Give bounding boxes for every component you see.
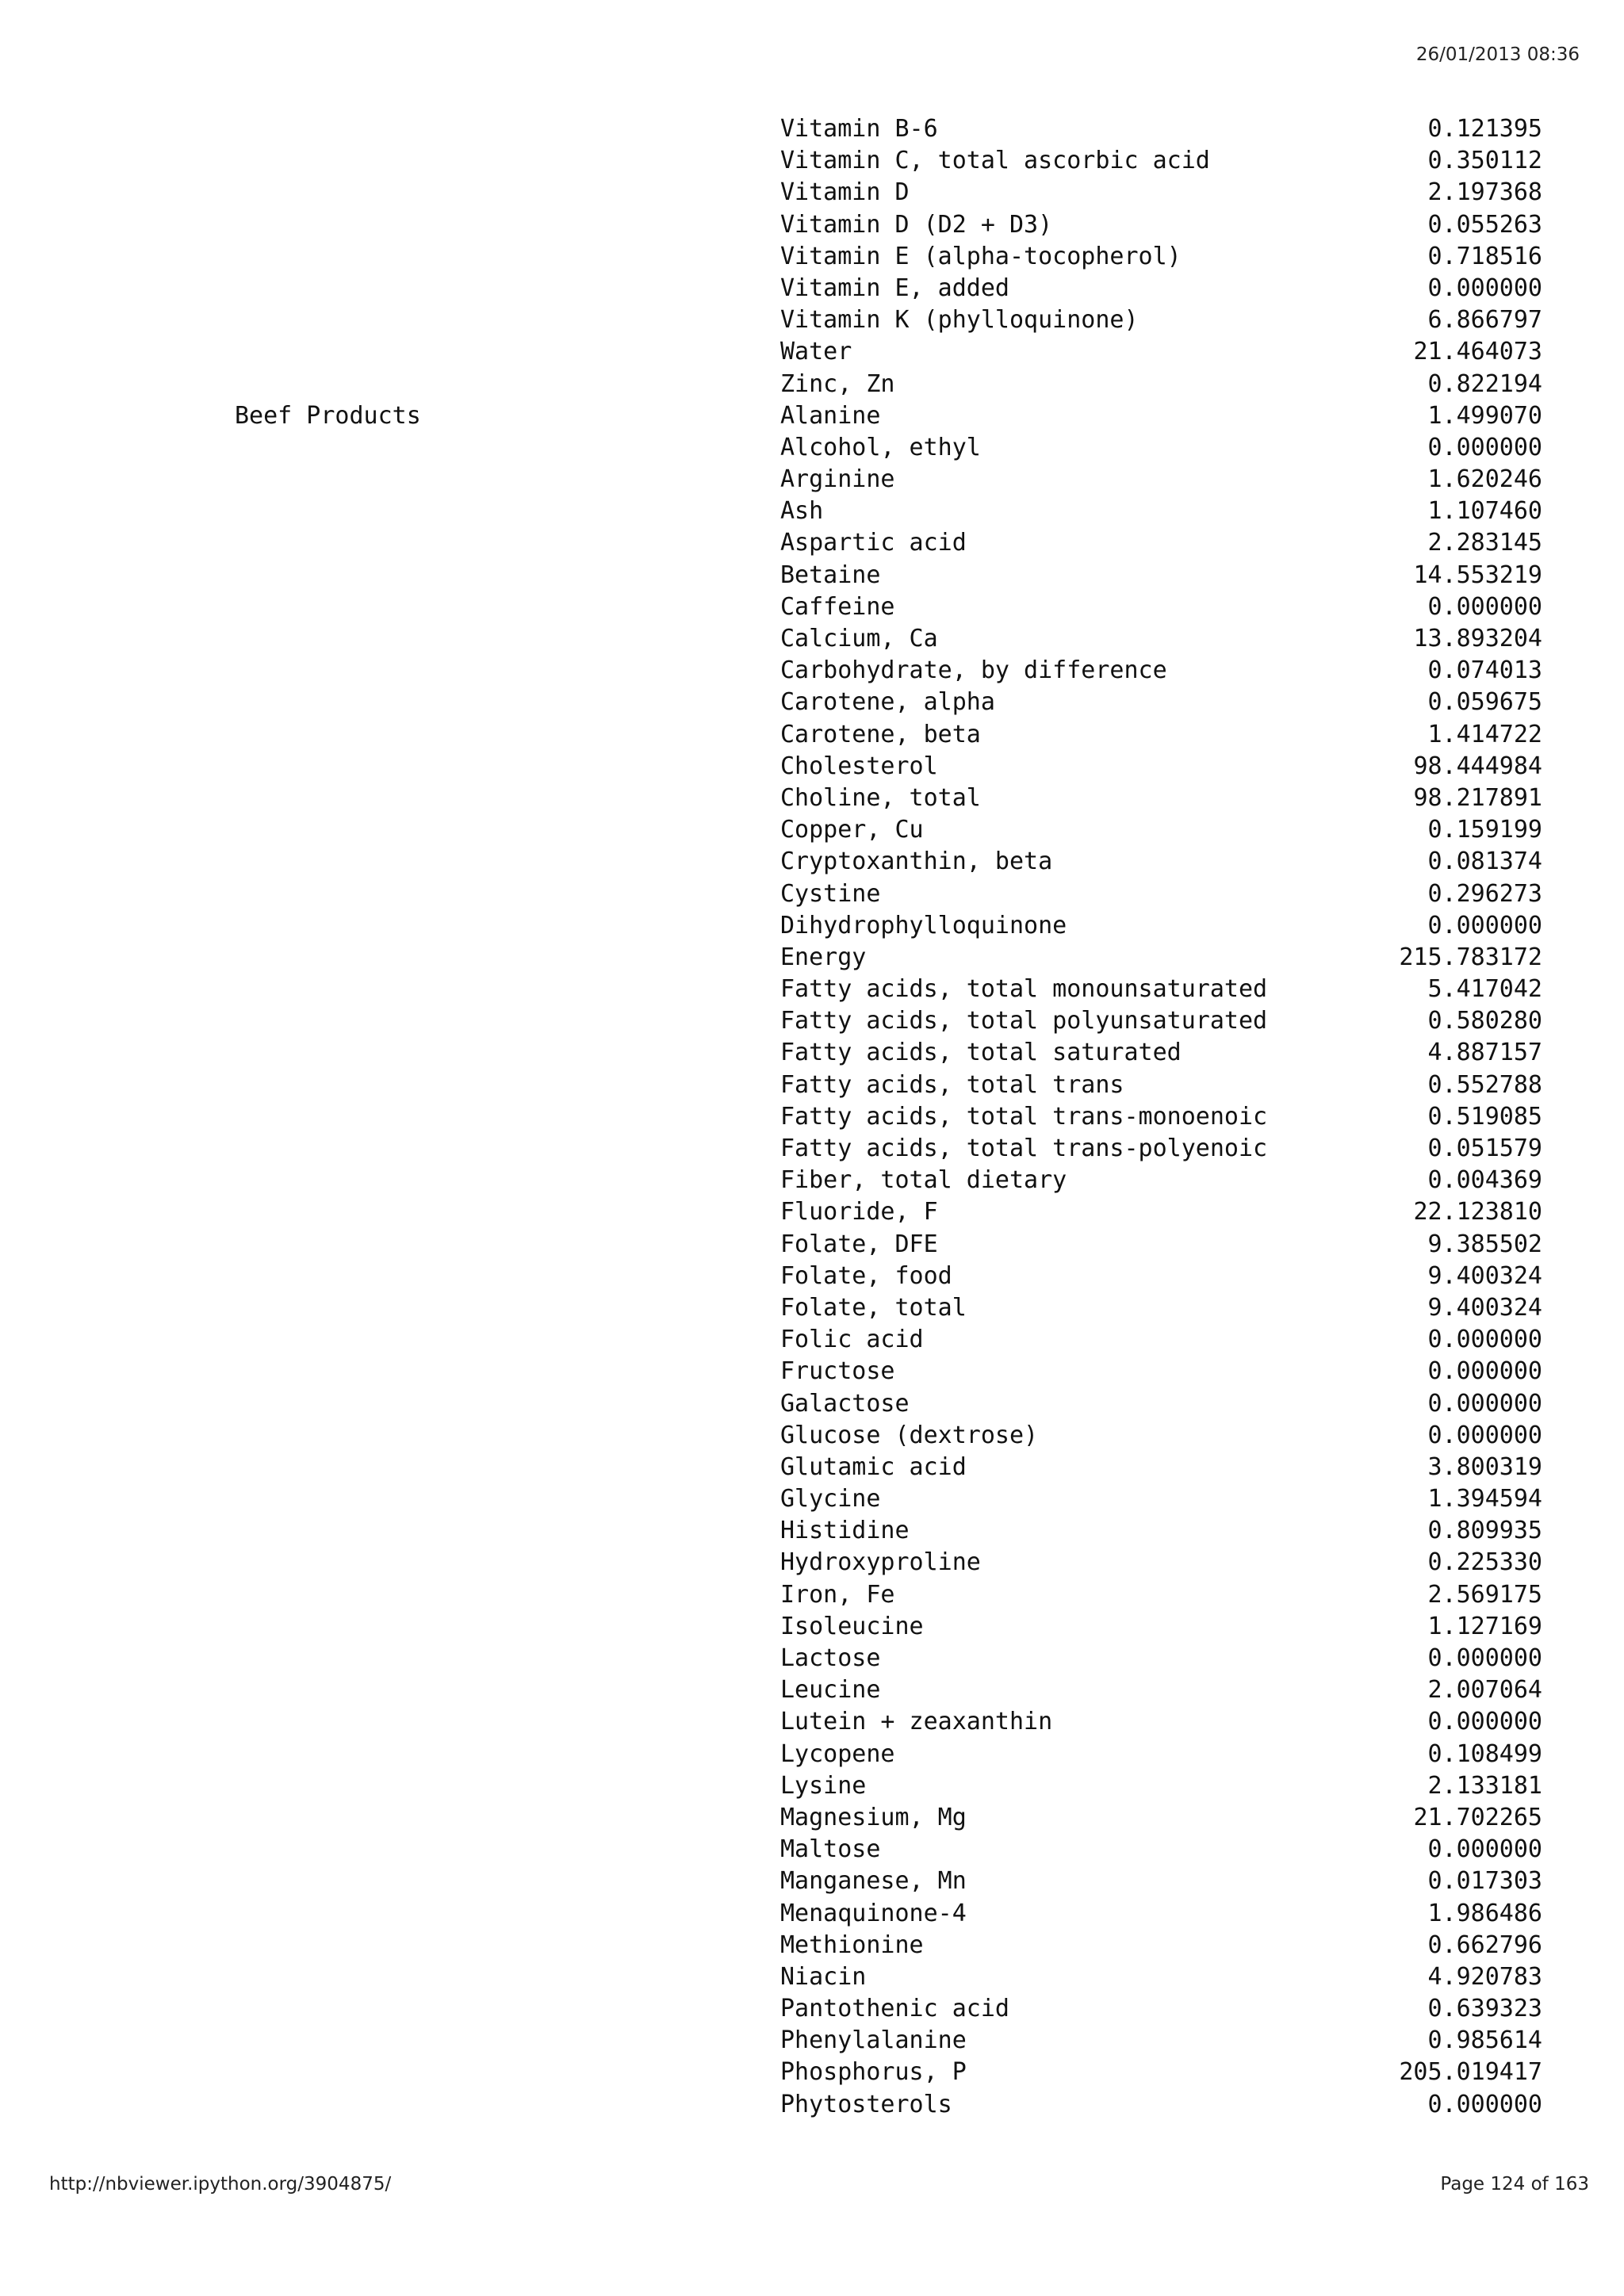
nutrient-value-cell: 13.893204 — [1413, 625, 1542, 652]
nutrient-value-cell: 0.059675 — [1427, 688, 1542, 717]
table-row — [0, 1611, 1624, 1643]
table-row — [0, 400, 1624, 432]
nutrient-name-cell: Energy — [780, 943, 867, 971]
table-row — [0, 1005, 1624, 1037]
nutrient-name-cell: Lycopene — [780, 1739, 895, 1768]
nutrient-value-cell: 6.866797 — [1427, 306, 1542, 335]
table-row — [0, 2025, 1624, 2057]
nutrient-name-cell: Ash — [780, 497, 824, 526]
nutrient-value-cell: 22.123810 — [1413, 1198, 1542, 1226]
nutrient-name-cell: Phytosterols — [780, 2090, 952, 2118]
table-row — [0, 1898, 1624, 1930]
nutrient-name-cell: Cryptoxanthin, beta — [780, 848, 1053, 876]
nutrient-value-cell: 0.000000 — [1427, 1389, 1542, 1418]
table-row — [0, 1930, 1624, 1961]
nutrient-value-cell: 98.217891 — [1413, 783, 1542, 812]
table-row — [0, 560, 1624, 591]
table-row — [0, 1802, 1624, 1834]
table-row — [0, 369, 1624, 400]
table-row — [0, 1037, 1624, 1069]
nutrient-value-cell: 0.225330 — [1427, 1548, 1542, 1577]
table-row — [0, 591, 1624, 623]
nutrient-name-cell: Alcohol, ethyl — [780, 433, 981, 461]
nutrient-name-cell: Folic acid — [780, 1326, 924, 1354]
nutrient-value-cell: 0.350112 — [1427, 147, 1542, 175]
table-row — [0, 432, 1624, 464]
nutrient-name-cell: Iron, Fe — [780, 1580, 895, 1609]
table-row — [0, 687, 1624, 718]
nutrient-name-cell: Niacin — [780, 1962, 867, 1991]
nutrient-name-cell: Fatty acids, total saturated — [780, 1039, 1182, 1067]
nutrient-value-cell: 2.569175 — [1427, 1580, 1542, 1609]
table-row — [0, 942, 1624, 974]
nutrient-name-cell: Folate, DFE — [780, 1230, 938, 1258]
nutrient-name-cell: Caffeine — [780, 592, 895, 621]
table-row — [0, 2057, 1624, 2088]
nutrient-value-cell: 98.444984 — [1413, 752, 1542, 780]
table-row — [0, 304, 1624, 336]
nutrient-name-cell: Copper, Cu — [780, 816, 924, 844]
table-row — [0, 1388, 1624, 1420]
table-row — [0, 1324, 1624, 1356]
nutrient-value-cell: 0.108499 — [1427, 1739, 1542, 1768]
table-row — [0, 1483, 1624, 1515]
page-url: http://nbviewer.ipython.org/3904875/ — [49, 2174, 392, 2195]
nutrient-name-cell: Fatty acids, total trans-monoenoic — [780, 1102, 1268, 1131]
table-row — [0, 273, 1624, 304]
nutrient-name-cell: Histidine — [780, 1517, 910, 1545]
nutrient-name-cell: Carbohydrate, by difference — [780, 656, 1167, 685]
nutrient-name-cell: Phenylalanine — [780, 2026, 967, 2055]
nutrient-name-cell: Menaquinone-4 — [780, 1899, 967, 1927]
nutrient-value-cell: 9.400324 — [1427, 1293, 1542, 1322]
table-row — [0, 655, 1624, 687]
nutrient-value-cell: 0.809935 — [1427, 1517, 1542, 1545]
table-row — [0, 1643, 1624, 1674]
nutrient-name-cell: Leucine — [780, 1676, 881, 1705]
nutrient-name-cell: Alanine — [780, 401, 881, 430]
table-row — [0, 1770, 1624, 1802]
table-row — [0, 1834, 1624, 1866]
table-row — [0, 1133, 1624, 1165]
nutrient-table — [0, 113, 1624, 2121]
table-row — [0, 814, 1624, 846]
nutrient-name-cell: Vitamin K (phylloquinone) — [780, 306, 1139, 335]
table-row — [0, 719, 1624, 751]
nutrient-value-cell: 2.133181 — [1427, 1771, 1542, 1800]
nutrient-value-cell: 0.074013 — [1427, 656, 1542, 685]
nutrient-name-cell: Zinc, Zn — [780, 369, 895, 398]
nutrient-value-cell: 21.702265 — [1413, 1803, 1542, 1831]
nutrient-value-cell: 1.499070 — [1427, 401, 1542, 430]
nutrient-value-cell: 4.887157 — [1427, 1039, 1542, 1067]
nutrient-value-cell: 0.051579 — [1427, 1135, 1542, 1162]
nutrient-value-cell: 0.985614 — [1427, 2026, 1542, 2055]
nutrient-name-cell: Betaine — [780, 561, 881, 589]
table-row — [0, 1356, 1624, 1387]
nutrient-value-cell: 0.000000 — [1427, 1708, 1542, 1736]
table-row — [0, 1579, 1624, 1611]
table-row — [0, 1706, 1624, 1738]
nutrient-value-cell: 1.414722 — [1427, 720, 1542, 748]
nutrient-value-cell: 0.017303 — [1427, 1867, 1542, 1896]
nutrient-value-cell: 2.197368 — [1427, 178, 1542, 207]
table-row — [0, 1674, 1624, 1706]
nutrient-name-cell: Vitamin C, total ascorbic acid — [780, 147, 1210, 175]
nutrient-name-cell: Isoleucine — [780, 1612, 924, 1640]
table-row — [0, 1866, 1624, 1897]
table-row — [0, 1420, 1624, 1452]
nutrient-name-cell: Choline, total — [780, 783, 981, 812]
nutrient-name-cell: Water — [780, 338, 852, 366]
nutrient-name-cell: Methionine — [780, 1931, 924, 1959]
nutrient-name-cell: Arginine — [780, 465, 895, 494]
nutrient-value-cell: 9.400324 — [1427, 1261, 1542, 1290]
table-row — [0, 1229, 1624, 1261]
nutrient-value-cell: 0.159199 — [1427, 816, 1542, 844]
nutrient-name-cell: Lysine — [780, 1771, 867, 1800]
nutrient-value-cell: 0.662796 — [1427, 1931, 1542, 1959]
nutrient-name-cell: Folate, total — [780, 1293, 967, 1322]
nutrient-value-cell: 215.783172 — [1399, 943, 1542, 971]
page-number: Page 124 of 163 — [1440, 2174, 1589, 2195]
table-row — [0, 209, 1624, 241]
nutrient-value-cell: 0.580280 — [1427, 1007, 1542, 1035]
nutrient-name-cell: Calcium, Ca — [780, 625, 938, 652]
nutrient-value-cell: 1.394594 — [1427, 1485, 1542, 1513]
table-row — [0, 1292, 1624, 1324]
table-row — [0, 1261, 1624, 1292]
table-row — [0, 177, 1624, 209]
table-row — [0, 464, 1624, 496]
table-row — [0, 527, 1624, 559]
nutrient-value-cell: 4.920783 — [1427, 1962, 1542, 1991]
table-row — [0, 974, 1624, 1005]
table-row — [0, 1515, 1624, 1547]
nutrient-name-cell: Folate, food — [780, 1261, 952, 1290]
nutrient-name-cell: Carotene, alpha — [780, 688, 995, 717]
nutrient-value-cell: 0.000000 — [1427, 1835, 1542, 1864]
table-row — [0, 113, 1624, 145]
nutrient-name-cell: Fatty acids, total trans — [780, 1070, 1124, 1099]
nutrient-name-cell: Fatty acids, total trans-polyenoic — [780, 1135, 1268, 1162]
table-row — [0, 496, 1624, 527]
nutrient-name-cell: Lactose — [780, 1644, 881, 1672]
nutrient-name-cell: Glucose (dextrose) — [780, 1421, 1039, 1449]
nutrient-value-cell: 0.000000 — [1427, 2090, 1542, 2118]
nutrient-value-cell: 3.800319 — [1427, 1452, 1542, 1481]
nutrient-value-cell: 0.718516 — [1427, 242, 1542, 270]
table-row — [0, 1993, 1624, 2025]
table-row — [0, 783, 1624, 814]
nutrient-value-cell: 0.000000 — [1427, 1421, 1542, 1449]
nutrient-value-cell: 0.121395 — [1427, 115, 1542, 143]
table-row — [0, 623, 1624, 655]
table-row — [0, 910, 1624, 942]
table-row — [0, 241, 1624, 273]
nutrient-value-cell: 0.000000 — [1427, 1644, 1542, 1672]
nutrient-value-cell: 2.283145 — [1427, 529, 1542, 557]
table-row — [0, 1070, 1624, 1101]
table-row — [0, 336, 1624, 368]
table-row — [0, 1165, 1624, 1196]
nutrient-name-cell: Manganese, Mn — [780, 1867, 967, 1896]
nutrient-name-cell: Glutamic acid — [780, 1452, 967, 1481]
table-row — [0, 2089, 1624, 2121]
nutrient-name-cell: Fatty acids, total monounsaturated — [780, 975, 1268, 1004]
nutrient-name-cell: Fatty acids, total polyunsaturated — [780, 1007, 1268, 1035]
nutrient-value-cell: 1.620246 — [1427, 465, 1542, 494]
nutrient-value-cell: 0.055263 — [1427, 210, 1542, 239]
nutrient-value-cell: 0.639323 — [1427, 1995, 1542, 2023]
table-row — [0, 1101, 1624, 1133]
nutrient-value-cell: 2.007064 — [1427, 1676, 1542, 1705]
food-group-cell: Beef Products — [235, 401, 421, 430]
nutrient-value-cell: 0.000000 — [1427, 1357, 1542, 1386]
nutrient-value-cell: 205.019417 — [1399, 2058, 1542, 2087]
nutrient-name-cell: Carotene, beta — [780, 720, 981, 748]
nutrient-name-cell: Cholesterol — [780, 752, 938, 780]
nutrient-name-cell: Vitamin B-6 — [780, 115, 938, 143]
table-row — [0, 145, 1624, 177]
nutrient-value-cell: 0.296273 — [1427, 879, 1542, 908]
nutrient-name-cell: Vitamin D (D2 + D3) — [780, 210, 1053, 239]
table-row — [0, 751, 1624, 783]
nutrient-value-cell: 0.000000 — [1427, 592, 1542, 621]
nutrient-name-cell: Vitamin D — [780, 178, 910, 207]
nutrient-name-cell: Fructose — [780, 1357, 895, 1386]
nutrient-name-cell: Cystine — [780, 879, 881, 908]
nutrient-name-cell: Fiber, total dietary — [780, 1166, 1067, 1195]
print-timestamp: 26/01/2013 08:36 — [1415, 44, 1580, 65]
nutrient-value-cell: 21.464073 — [1413, 338, 1542, 366]
nutrient-name-cell: Hydroxyproline — [780, 1548, 981, 1577]
nutrient-value-cell: 0.822194 — [1427, 369, 1542, 398]
nutrient-name-cell: Phosphorus, P — [780, 2058, 967, 2087]
table-row — [0, 878, 1624, 910]
nutrient-name-cell: Dihydrophylloquinone — [780, 911, 1067, 939]
nutrient-value-cell: 1.107460 — [1427, 497, 1542, 526]
nutrient-value-cell: 0.519085 — [1427, 1102, 1542, 1131]
nutrient-value-cell: 1.986486 — [1427, 1899, 1542, 1927]
nutrient-value-cell: 0.000000 — [1427, 433, 1542, 461]
table-row — [0, 1739, 1624, 1770]
nutrient-value-cell: 0.081374 — [1427, 848, 1542, 876]
table-row — [0, 1196, 1624, 1228]
nutrient-name-cell: Galactose — [780, 1389, 910, 1418]
table-row — [0, 1961, 1624, 1993]
nutrient-value-cell: 0.552788 — [1427, 1070, 1542, 1099]
nutrient-name-cell: Glycine — [780, 1485, 881, 1513]
nutrient-value-cell: 0.000000 — [1427, 1326, 1542, 1354]
nutrient-value-cell: 5.417042 — [1427, 975, 1542, 1004]
nutrient-name-cell: Aspartic acid — [780, 529, 967, 557]
nutrient-value-cell: 1.127169 — [1427, 1612, 1542, 1640]
nutrient-name-cell: Vitamin E, added — [780, 274, 1009, 302]
nutrient-name-cell: Maltose — [780, 1835, 881, 1864]
nutrient-name-cell: Vitamin E (alpha-tocopherol) — [780, 242, 1182, 270]
table-row — [0, 846, 1624, 878]
table-row — [0, 1547, 1624, 1578]
table-row — [0, 1452, 1624, 1483]
nutrient-name-cell: Pantothenic acid — [780, 1995, 1009, 2023]
nutrient-name-cell: Lutein + zeaxanthin — [780, 1708, 1053, 1736]
nutrient-value-cell: 9.385502 — [1427, 1230, 1542, 1258]
nutrient-value-cell: 0.004369 — [1427, 1166, 1542, 1195]
nutrient-value-cell: 0.000000 — [1427, 911, 1542, 939]
nutrient-name-cell: Magnesium, Mg — [780, 1803, 967, 1831]
nutrient-value-cell: 0.000000 — [1427, 274, 1542, 302]
nutrient-value-cell: 14.553219 — [1413, 561, 1542, 589]
nutrient-name-cell: Fluoride, F — [780, 1198, 938, 1226]
